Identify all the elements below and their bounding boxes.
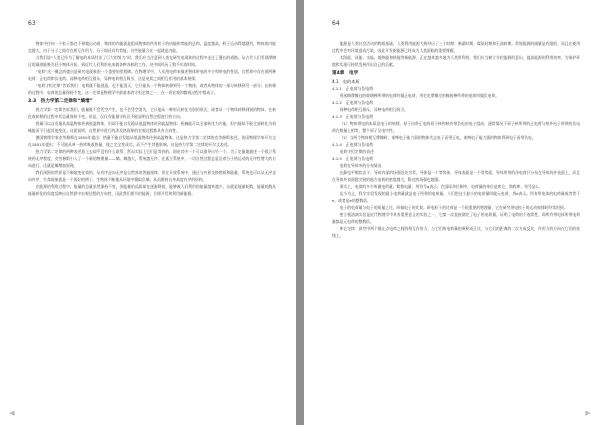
paragraph: 电荷在导体中的分布情况 xyxy=(339,163,382,168)
paragraph: 电荷守恒定律的表述 xyxy=(339,149,374,154)
paragraph: “电荷守恒定律”告诉我们：电荷既不能创造，也不能消灭，它只能从一个物体转移到另一个物体，或者从物体的一部分转移到另一部分；在转移的过程中，电荷的总量保持不变。这一定律是物理学中最基本的守恒定律之一，在一切宏观和微观过程中都成立。 xyxy=(28,83,276,95)
paragraph: 热量可以自发地从高温物体传到低温物体，但却不能自发地从低温物体传到高温物体；机械能可以全部转化为内能，但内能却不能全部转化为机械能而不引起其他变化。这就说明，自然界中进行的涉及热现象的宏观过程都具有方向性。 xyxy=(28,121,276,133)
page-body xyxy=(28,40,276,197)
subsection-heading: 4.1.1 正电荷与负电荷 xyxy=(332,86,374,91)
paragraph: 能源是人类社会活动的物质基础。人类利用能源大致经历了三个时期：柴薪时期、煤炭时期和石油时期。常规能源的储量是有限的，而且在使用过程中会对环境造成污染，因此开发新能源已经成为人类面临的重要课题。 xyxy=(332,41,580,53)
paragraph: 用丝绸摩擦过的玻璃棒所带的电荷叫做正电荷，用毛皮摩擦过的橡胶棒所带的电荷叫做负电荷。 xyxy=(339,93,500,98)
paragraph: （2）当两个物体相互摩擦时，束缚电子能力弱的物体失去电子而带正电，束缚电子能力强的物体得到电子而带负电。 xyxy=(339,135,536,140)
page-number: 63 xyxy=(28,20,36,27)
left-page xyxy=(0,0,296,425)
paragraph: 物体中任何一个粒子都在不停地运动着，物体的内能就是组成物体的所有粒子的动能和势能的总和。温度越高，粒子运动得越剧烈，物体的内能也越大。由于分子之间存在相互作用力，分子间还具有势能，这些能量合在一起就是内能。 xyxy=(28,41,276,53)
paragraph: 热力学第二定律的两种表述看上去似乎没有什么联系，然而实际上它们是等价的，即由其中一个可以推导出另一个。为了定量地描述一个孤立系统的无序程度，克劳修斯引入了一个新的物理量——熵。熵越大，系统越无序；在孤立系统中，一切自然过程总是沿着分子热运动的无序性增大的方向进行，这就是熵增加原理。 xyxy=(28,149,276,168)
subsection-heading: 4.1.5 正电荷与负电荷 xyxy=(332,156,374,161)
paragraph: 同种电荷相互排斥，异种电荷相互吸引。 xyxy=(339,107,408,112)
right-page xyxy=(304,0,600,425)
paragraph: （1）物体带电的本质是电子的转移。原子由带正电的原子核和核外带负电的电子组成，通常情况下原子核所带的正电荷与核外电子所带的负电荷在数量上相等，整个原子呈电中性。 xyxy=(332,121,580,133)
paragraph: 在能源的利用过程中，能量的总量虽然保持不变，但能量的品质却在逐渐降低，能够被人们利用的能量越来越少，这就是能量耗散。能量耗散从能量转化的角度反映出自然界中宏观过程的方向性，因此我们要节约能源，合理开发和利用新能源。 xyxy=(28,184,276,196)
paragraph: 我们周围的世界是不断地变化着的，从有序走向无序是自然界的普遍规律。但在开放系统中，通过与外界交换物质和能量，系统也可以从无序走向有序，生命现象就是一个很好的例子。生物体不断地从环境中摄取负熵，从而维持自身高度有序的结构。 xyxy=(28,170,276,182)
paragraph: 电子的电荷量与电子的质量之比，叫做电子的比荷。带电粒子的比荷是一个很重要的物理量，它在研究带电粒子的运动规律时经常用到。 xyxy=(339,205,568,210)
section-heading: 3.3 热力学第二定律和“熵增” xyxy=(28,99,93,104)
subsection-heading: 4.1.2 正电荷与负电荷 xyxy=(332,100,374,105)
paragraph: 热力学第一定律告诉我们，能量既不会凭空产生，也不会凭空消失，它只能从一种形式转化为别的形式，或者从一个物体转移到别的物体，在转化或转移的过程中其总量保持不变。但是，仅仅有能量守恒还不能说明自然过程进行的方向。 xyxy=(28,107,276,119)
page-number: 64 xyxy=(332,20,340,27)
section-heading: 第4章 电学 xyxy=(332,71,359,76)
paragraph: 当我们说“人类已经为了解电的本质付出了巨大的努力”时，我们应当注意到人类在研究电现象的过程中走过了漫长的道路。从古代人们发现摩擦过的琥珀能吸引轻小物体开始，到近代人们利用电来做各种各样的工作，这中间经历了数千年的时间。 xyxy=(28,55,276,67)
subsection-heading: 4.1.4 正电荷与负电荷 xyxy=(332,142,374,147)
subsection-heading: 4.1 电的本质 xyxy=(332,79,360,84)
subsection-heading: 4.1.3 正电荷与负电荷 xyxy=(332,114,374,119)
previous-page-icon[interactable]: ◀ xyxy=(9,409,15,417)
paragraph: 在静电平衡状态下，导体内部的场强处处为零，导体是一个等势体，导体表面是一个等势面，导体所带的净电荷只分布在导体的外表面上，而且在导体外表面越尖锐的地方电荷的密度越大，附近的场强也越强。 xyxy=(332,170,580,182)
paragraph: 密立根油滴实验是近代物理学中具有重要意义的实验之一，它第一次直接测定了电子的电荷量，证明了电荷的不连续性，即所有带电体所带电荷量都是元电荷的整数倍。 xyxy=(332,212,580,224)
paragraph: 迄今为止，科学实验发现的最小电荷量就是电子所带的电荷量。人们把这个最小的电荷量叫做元电荷，用e表示。所有带电体的电荷量或者等于e，或者是e的整数倍。 xyxy=(332,191,580,203)
paragraph: 德国物理学家克劳修斯在1850年提出：热量不能自发地从低温物体传到高温物体。这是热力学第二定律的克劳修斯表述。英国物理学家开尔文在1851年提出：不可能从单一热库吸收热量，使之完全变成功，而不产生其他影响。这是热力学第二定律的开尔文表述。 xyxy=(28,135,276,147)
paragraph: “电荷”这一概念的提出是研究电现象的一个重要的里程碑。在物理学中，人们用电荷来描述物体带电的多少和带电的性质。自然界中存在着两种电荷：正电荷和负电荷。同种电荷相互排斥，异种电荷相互吸引，这是电荷之间相互作用的基本规律。 xyxy=(28,69,276,81)
page-body xyxy=(332,40,580,239)
paragraph: 库仑定律：真空中两个静止点电荷之间的相互作用力，与它们的电荷量的乘积成正比，与它们的距离的二次方成反比，作用力的方向在它们的连线上。 xyxy=(332,226,580,238)
paragraph: 太阳能、风能、水能、地热能和核能等新能源，正在越来越多地为人类所利用。我们应当树立节约能源的意识，提高能源的利用效率，为保护环境和实现可持续发展作出自己的贡献。 xyxy=(332,55,580,67)
next-page-icon[interactable]: ▶ xyxy=(585,409,591,417)
paragraph: 事实上，电荷的多少叫做电荷量，简称电量，用符号q表示。在国际单位制中，电荷量的单位是库仑，简称库，符号是C。 xyxy=(339,184,543,189)
